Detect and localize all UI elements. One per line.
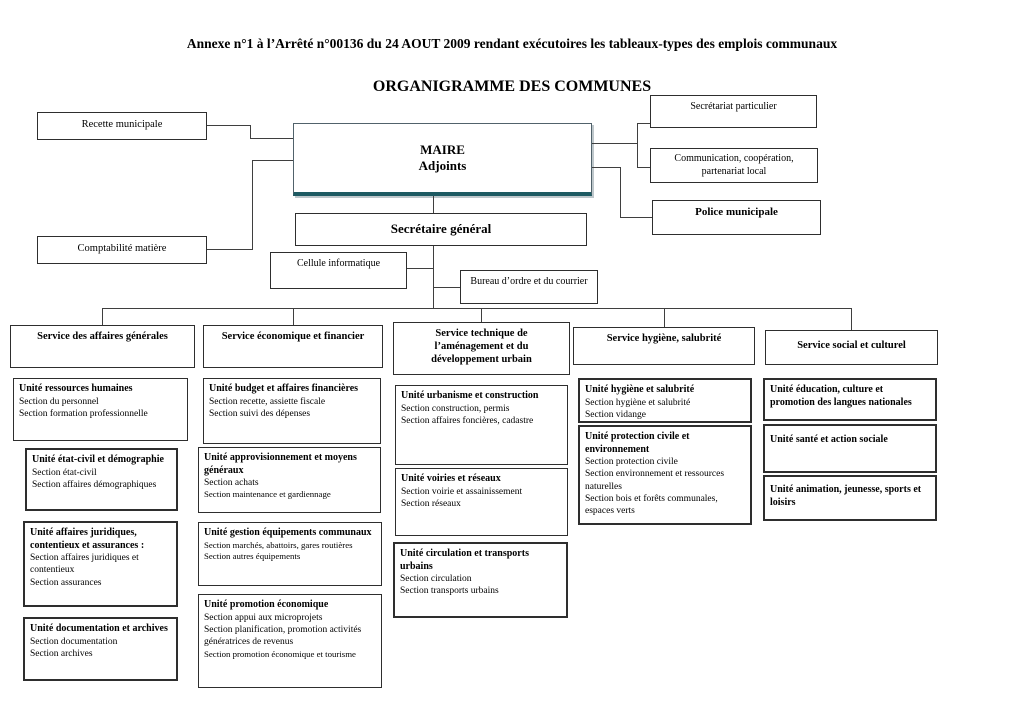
unit-box-circulation-transports-urbains [393, 542, 568, 618]
box-secretariat-particulier [650, 95, 817, 128]
unit-section: Section marchés, abattoirs, gares routières [204, 539, 353, 550]
unit-box-gestion-equipements-communaux [198, 522, 382, 586]
maire-label: MAIRE [420, 141, 465, 157]
unit-section: Section planification, promotion activités génératrices de revenus [204, 624, 362, 648]
unit-section: Section bois et forêts communales, espaces verts [585, 494, 718, 517]
box-cellule-informatique [270, 252, 407, 289]
connector-line [620, 167, 621, 217]
unit-box-documentation-archives [23, 617, 178, 681]
connector-line [252, 160, 293, 161]
unit-box-education-culture-langues [763, 378, 937, 421]
unit-section: Section circulation [400, 574, 472, 584]
unit-box-ressources-humaines [13, 378, 188, 441]
box-secretaire-general [295, 213, 587, 246]
connector-line [293, 308, 294, 325]
box-label: Secrétariat particulier [690, 101, 777, 112]
connector-line [592, 143, 637, 144]
service-label: Service économique et financier [221, 331, 365, 342]
unit-section: Section suivi des dépenses [209, 408, 311, 419]
unit-title: Unité urbanisme et construction [401, 390, 539, 401]
box-police-municipale [652, 200, 821, 235]
unit-section: Section construction, permis [401, 403, 510, 414]
unit-title: Unité hygiène et salubrité [585, 384, 695, 395]
box-maire-adjoints [293, 123, 592, 196]
unit-title: Unité éducation, culture et promotion des langues nationales [770, 384, 912, 408]
unit-box-promotion-economique [198, 594, 382, 688]
service-header-affaires-generales [10, 325, 195, 368]
unit-title: Unité état-civil et démographie [32, 454, 164, 465]
unit-section: Section promotion économique et tourisme [204, 648, 356, 659]
box-label: Cellule informatique [296, 258, 381, 269]
unit-title: Unité ressources humaines [19, 383, 133, 394]
unit-title: Unité protection civile et environnement [585, 431, 690, 455]
unit-section: Section archives [30, 648, 93, 659]
unit-title: Unité documentation et archives [30, 623, 168, 634]
service-label: Service hygiène, salubrité [606, 333, 722, 344]
service-header-technique-amenagement [393, 322, 570, 375]
box-recette-municipale [37, 112, 207, 140]
service-header-economique-financier [203, 325, 383, 368]
service-label: Service social et culturel [797, 340, 906, 351]
unit-section: Section autres équipements [204, 550, 301, 561]
box-label: Comptabilité matière [77, 243, 167, 254]
unit-section: Section vidange [585, 409, 646, 420]
unit-section: Section affaires foncières, cadastre [401, 415, 534, 426]
box-comptabilite-matiere [37, 236, 207, 264]
unit-title: Unité gestion équipements communaux [204, 527, 372, 538]
connector-line [851, 308, 852, 330]
unit-section: Section voirie et assainissement [401, 486, 523, 497]
unit-box-hygiene-salubrite [578, 378, 752, 423]
service-label: Service des affaires générales [37, 331, 168, 342]
unit-box-affaires-juridiques [23, 521, 178, 607]
connector-bus-line [102, 308, 852, 309]
document-title: Annexe n°1 à l’Arrêté n°00136 du 24 AOUT 2009 rendant exécutoires les tableaux-types des emplois communaux [186, 36, 838, 51]
connector-line [433, 287, 460, 288]
unit-section: Section assurances [30, 577, 102, 588]
unit-section: Section protection civile [585, 457, 678, 467]
unit-box-approvisionnement-moyens-generaux [198, 447, 381, 513]
box-label: Secrétaire général [390, 221, 492, 237]
unit-title: Unité promotion économique [204, 599, 329, 610]
box-communication-cooperation [650, 148, 818, 183]
unit-section: Section réseaux [401, 498, 461, 509]
connector-line [620, 217, 652, 218]
unit-title: Unité circulation et transports urbains [400, 548, 529, 572]
box-label: Police municipale [695, 206, 778, 218]
service-header-hygiene-salubrite [573, 327, 755, 365]
unit-box-sante-action-sociale [763, 424, 937, 473]
box-bureau-ordre-courrier [460, 270, 598, 304]
unit-section: Section du personnel [19, 396, 99, 407]
unit-section: Section transports urbains [400, 586, 499, 597]
unit-box-protection-civile-environnement [578, 425, 752, 525]
adjoints-label: Adjoints [418, 158, 467, 173]
unit-box-urbanisme-construction [395, 385, 568, 465]
unit-box-animation-jeunesse-sports [763, 475, 937, 521]
unit-section: Section achats [204, 478, 259, 488]
unit-section: Section état-civil [32, 467, 97, 478]
connector-line [637, 167, 650, 168]
connector-line [207, 125, 251, 126]
unit-title: Unité animation, jeunesse, sports et loisirs [770, 484, 922, 508]
service-label: Service technique de l’aménagement et du développement urbain [431, 328, 532, 366]
connector-line [592, 167, 620, 168]
connector-line [664, 308, 665, 327]
connector-line [637, 123, 638, 168]
connector-line [433, 196, 434, 213]
unit-title: Unité santé et action sociale [770, 434, 888, 445]
unit-section: Section affaires juridiques et contentieux [30, 553, 139, 576]
unit-title: Unité budget et affaires financières [209, 383, 359, 394]
unit-box-voiries-reseaux [395, 468, 568, 536]
unit-section: Section hygiène et salubrité [585, 397, 691, 408]
unit-section: Section appui aux microprojets [204, 612, 323, 623]
connector-line [407, 268, 433, 269]
chart-title: ORGANIGRAMME DES COMMUNES [372, 78, 652, 95]
unit-title: Unité affaires juridiques, contentieux et assurances : [30, 527, 145, 551]
unit-section: Section documentation [30, 636, 118, 647]
unit-section: Section recette, assiette fiscale [209, 396, 326, 407]
unit-section: Section maintenance et gardiennage [204, 489, 331, 500]
unit-section: Section formation professionnelle [19, 408, 148, 419]
box-label: Communication, coopération, partenariat local [674, 153, 794, 177]
box-label: Recette municipale [81, 119, 163, 130]
unit-section: Section environnement et ressources naturelles [585, 469, 725, 492]
unit-title: Unité voiries et réseaux [401, 473, 501, 484]
connector-line [207, 249, 252, 250]
connector-line [252, 160, 253, 250]
connector-line [102, 308, 103, 325]
connector-line [250, 125, 251, 139]
unit-box-etat-civil-demographie [25, 448, 178, 511]
unit-title: Unité approvisionnement et moyens généraux [204, 452, 357, 476]
connector-line [637, 123, 650, 124]
connector-line [433, 246, 434, 308]
box-label: Bureau d’ordre et du courrier [470, 276, 588, 287]
unit-box-budget-affaires-financieres [203, 378, 381, 444]
connector-line [481, 308, 482, 322]
unit-section: Section affaires démographiques [32, 479, 157, 490]
service-header-social-culturel [765, 330, 938, 365]
connector-line [250, 138, 293, 139]
